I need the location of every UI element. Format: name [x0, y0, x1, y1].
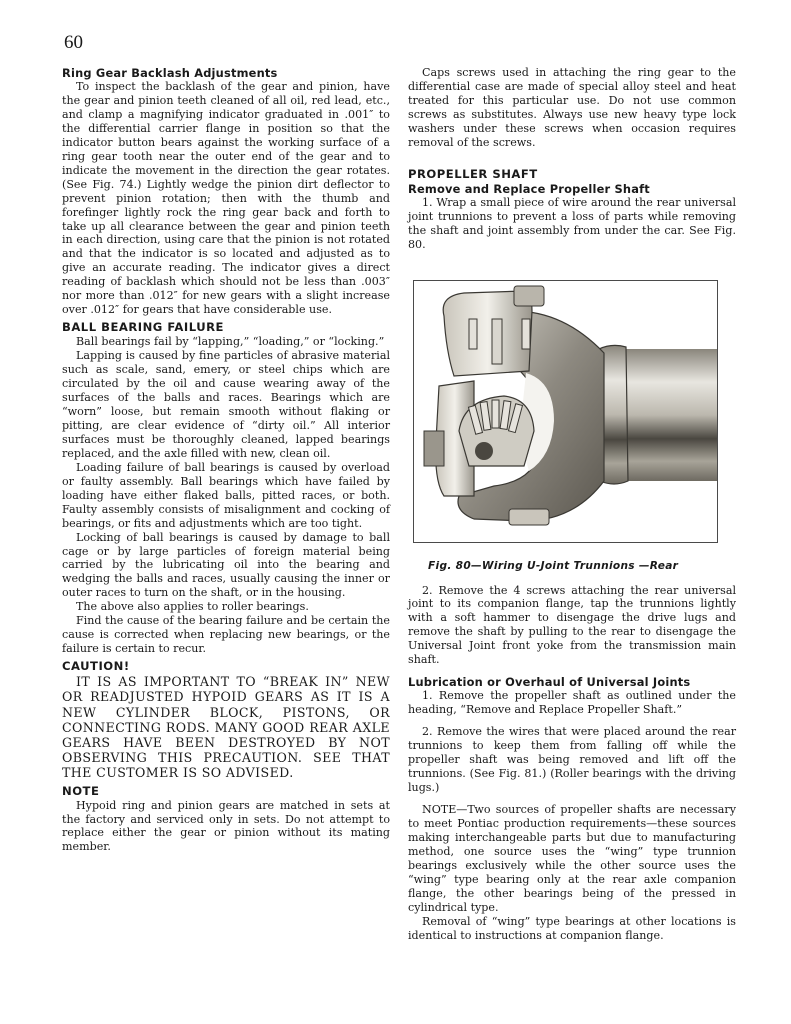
paragraph-lube-step-1: 1. Remove the propeller shaft as outlined under the heading, “Remove and Replace Propeller Shaft.”	[408, 689, 736, 717]
heading-propeller-shaft: PROPELLER SHAFT	[408, 166, 538, 181]
page-number: 60	[64, 32, 83, 53]
left-column	[62, 66, 390, 854]
u-joint-drawing	[414, 281, 717, 542]
top-bolt	[514, 286, 544, 306]
paragraph-find-cause: Find the cause of the bearing failure and be certain the cause is corrected when replacing new bearings, or the failure is certain to recur.	[62, 614, 390, 656]
heading-lubrication-overhaul: Lubrication or Overhaul of Universal Joints	[408, 675, 691, 690]
note-text: Hypoid ring and pinion gears are matched in sets at the factory and serviced only in sets. Do not attempt to replace either the gear or pinion without its mating member.	[62, 798, 390, 854]
paragraph-bearing-intro: Ball bearings fail by “lapping,” “loading,” or “locking.”	[76, 335, 385, 349]
heading-ring-gear-backlash: Ring Gear Backlash Adjustments	[62, 66, 278, 80]
figure-u-joint-illustration	[413, 280, 718, 543]
figure-caption: Fig. 80—Wiring U-Joint Trunnions —Rear	[428, 560, 679, 572]
bearing-hole	[475, 442, 493, 460]
paragraph-roller-bearings: The above also applies to roller bearings.	[76, 600, 309, 614]
paragraph-step-1-wrap-wire: 1. Wrap a small piece of wire around the rear universal joint trunnions to prevent a loss of parts while removing the shaft and joint assembly from under the car. See Fig. 80.	[408, 195, 736, 251]
paragraph-lapping: Lapping is caused by fine particles of abrasive material such as scale, sand, emery, or steel chips which are circulated by the oil and cause wearing away of the surfaces of the balls and races. Bearings which are “worn” loose, but remain smooth without flaking or pitting, are clear evidence of “dirty oil.” All interior surfaces must be thoroughly cleaned, lapped bearings replaced, and the axle filled with new, clean oil.	[62, 349, 390, 460]
paragraph-lube-step-2: 2. Remove the wires that were placed around the rear trunnions to keep them from falling off while the propeller shaft was being removed and lift off the trunnions. (See Fig. 81.) (Roller bearings with the driving lugs.)	[408, 725, 736, 794]
caution-text: IT IS AS IMPORTANT TO “BREAK IN” NEW OR READJUSTED HYPOID GEARS AS IT IS A NEW CYLINDER BLOCK, PISTONS, OR CONNECTING RODS. MANY GOOD REAR AXLE GEARS HAVE BEEN DESTROYED BY NOT OBSERVING THIS PRECAUTION. SEE THAT THE CUSTOMER IS SO ADVISED.	[62, 674, 390, 781]
paragraph-lube-wing-removal: Removal of “wing” type bearings at other locations is identical to instructions at companion flange.	[408, 914, 736, 942]
paragraph-step-2-remove-screws: 2. Remove the 4 screws attaching the rear universal joint to its companion flange, tap the trunnions lightly with a soft hammer to disengage the drive lugs and remove the shaft by pulling to the rear to disengage the Universal Joint front yoke from the transmission main shaft.	[408, 583, 736, 667]
paragraph-locking: Locking of ball bearings is caused by damage to ball cage or by large particles of foreign material being carried by the lubricating oil into the bearing and wedging the balls and races, usually causing the inner or outer races to turn on the shaft, or in the housing.	[62, 530, 390, 600]
paragraph-lube-note: NOTE—Two sources of propeller shafts are necessary to meet Pontiac production requirements—these sources making interchangeable parts but due to manufacturing method, one source uses the “wing” type trunnion bearings exclusively while the other source uses the “wing” type bearing only at the rear axle companion flange, the other bearings being of the pressed in cylindrical type.	[408, 802, 736, 914]
heading-note: NOTE	[62, 783, 100, 798]
subheading-remove-replace: Remove and Replace Propeller Shaft	[408, 181, 650, 196]
paragraph-ring-gear-backlash: To inspect the backlash of the gear and pinion, have the gear and pinion teeth cleaned of all oil, red lead, etc., and clamp a magnifying indicator graduated in .001″ to the differential carrier flange in position so that the indicator button bears against the working surface of a ring gear tooth near the outer end of the gear and to indicate the movement in the direction the gear rotates. (See Fig. 74.) Lightly wedge the pinion dirt deflector to prevent pinion rotation; then with the thumb and forefinger lightly rock the ring gear back and forth to take up all clearance between the gear and pinion teeth in each direction, using care that the pinion is not rotated and that the indicator is so located and adjusted as to give an accurate reading. The indicator gives a direct reading of backlash which should not be less than .003″ nor more than .012″ for new gears with a slight increase over .012″ for gears that have considerable use.	[62, 80, 390, 317]
paragraph-cap-screws: Caps screws used in attaching the ring gear to the differential case are made of special alloy steel and heat treated for this particular use. Do not use common screws as substitutes. Always use new heavy type lock washers under these screws when occasion requires removal of the screws.	[408, 66, 736, 149]
heading-caution: CAUTION!	[62, 659, 130, 674]
heading-ball-bearing-failure: BALL BEARING FAILURE	[62, 320, 224, 335]
wire-pin	[492, 319, 502, 364]
bottom-lug	[509, 509, 549, 525]
paragraph-loading: Loading failure of ball bearings is caused by overload or faulty assembly. Ball bearings which have failed by loading have either flaked balls, pitted races, or both. Faulty assembly consists of misalignment and cocking of bearings, or fits and adjustments which are too tight.	[62, 460, 390, 530]
